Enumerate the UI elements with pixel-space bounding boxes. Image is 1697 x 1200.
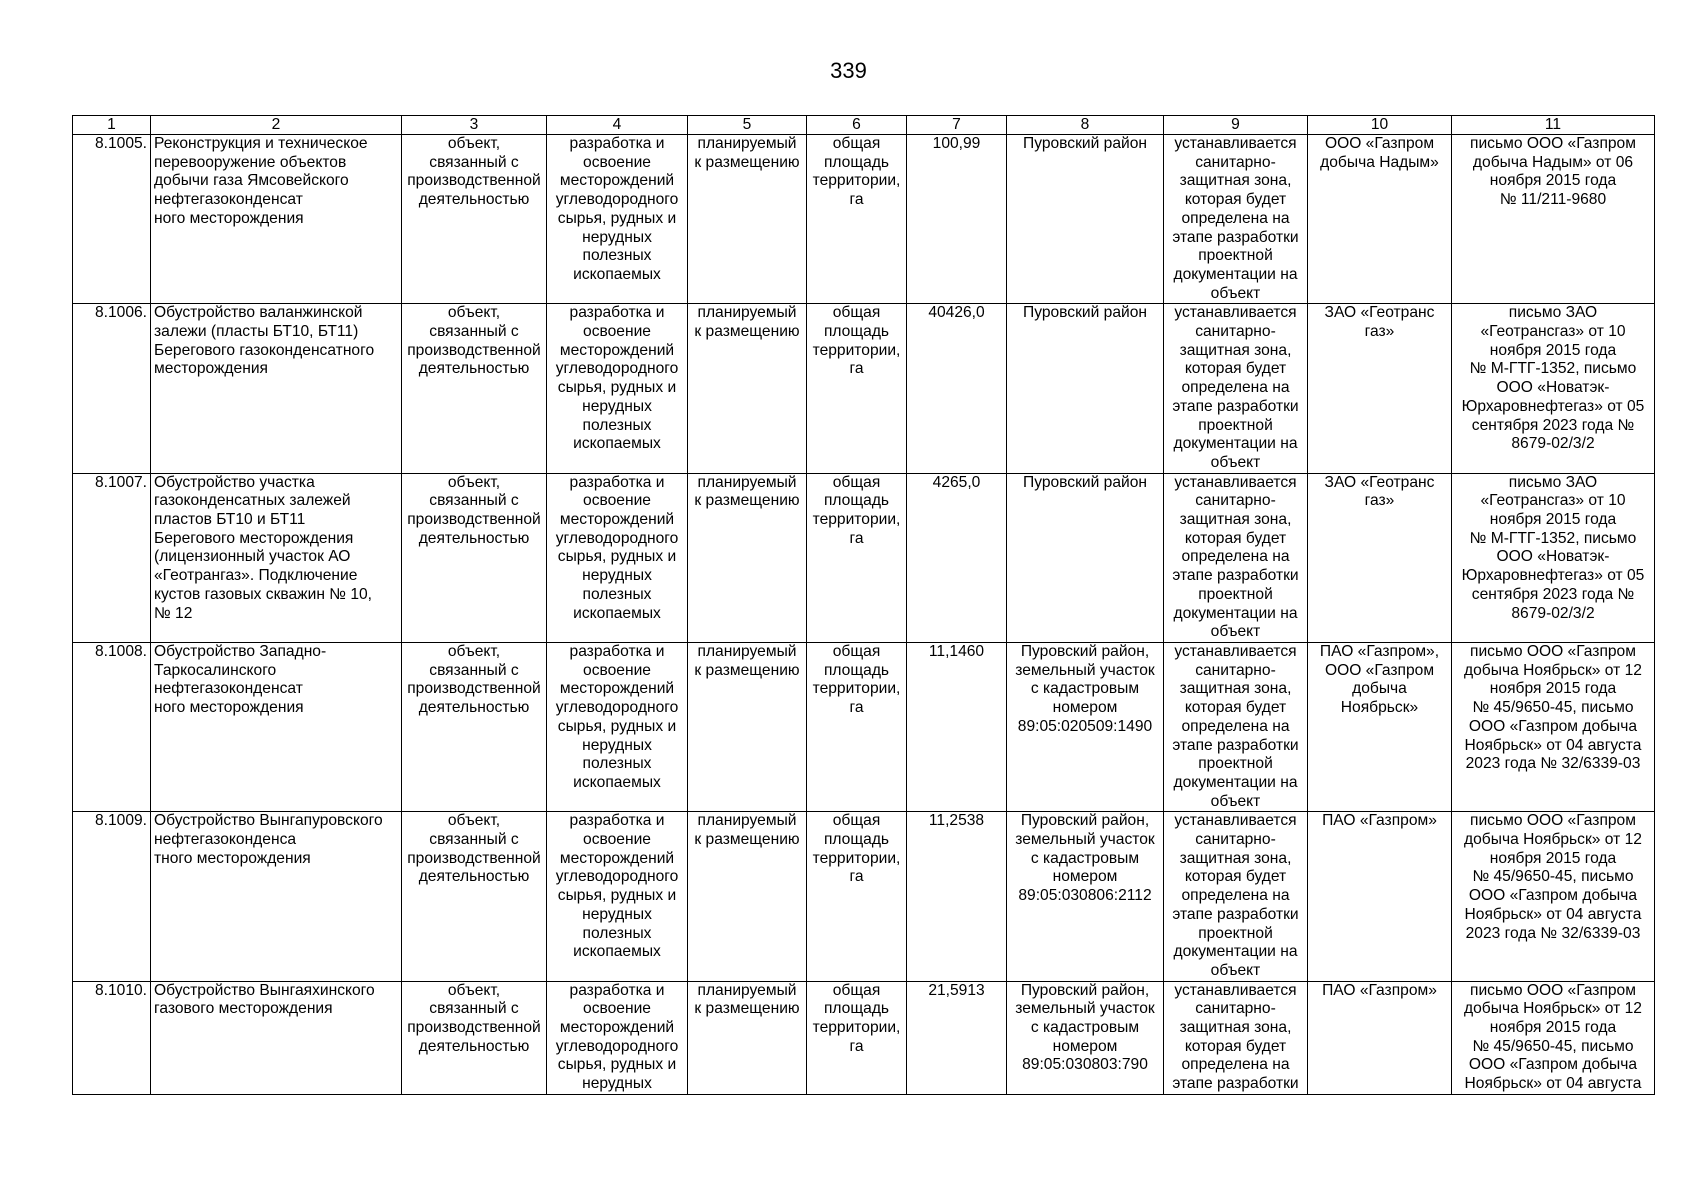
organization: ПАО «Газпром» xyxy=(1308,981,1452,1094)
object-type: объект, связанный с производственной деятельностью xyxy=(402,642,547,811)
object-status: планируемый к размещению xyxy=(688,642,807,811)
object-type: объект, связанный с производственной деятельностью xyxy=(402,135,547,304)
object-value: 40426,0 xyxy=(907,304,1007,473)
source-document: письмо ЗАО «Геотрансгаз» от 10 ноября 2015 года № М-ГТГ-1352, письмо ООО «Новатэк- Юрхаровнефтегаз» от 05 сентября 2023 года № 8679-02/3/2 xyxy=(1452,304,1655,473)
object-value: 11,2538 xyxy=(907,812,1007,981)
table-row xyxy=(73,304,1655,473)
column-header: 4 xyxy=(547,116,688,135)
object-location: Пуровский район, земельный участок с кадастровым номером 89:05:030806:2112 xyxy=(1007,812,1164,981)
object-parameter: общая площадь территории, га xyxy=(807,473,907,642)
row-id: 8.1008. xyxy=(73,642,151,811)
source-document: письмо ЗАО «Геотрансгаз» от 10 ноября 2015 года № М-ГТГ-1352, письмо ООО «Новатэк- Юрхаровнефтегаз» от 05 сентября 2023 года № 8679-02/3/2 xyxy=(1452,473,1655,642)
object-purpose: разработка и освоение месторождений углеводородного сырья, рудных и нерудных полезных ископаемых xyxy=(547,473,688,642)
object-type: объект, связанный с производственной деятельностью xyxy=(402,473,547,642)
object-purpose: разработка и освоение месторождений углеводородного сырья, рудных и нерудных полезных ископаемых xyxy=(547,812,688,981)
object-status: планируемый к размещению xyxy=(688,473,807,642)
object-status: планируемый к размещению xyxy=(688,304,807,473)
object-purpose: разработка и освоение месторождений углеводородного сырья, рудных и нерудных полезных ископаемых xyxy=(547,135,688,304)
table-header-row xyxy=(73,116,1655,135)
object-name: Обустройство Вынгапуровского нефтегазоконденса тного месторождения xyxy=(151,812,402,981)
object-location: Пуровский район, земельный участок с кадастровым номером 89:05:020509:1490 xyxy=(1007,642,1164,811)
object-status: планируемый к размещению xyxy=(688,135,807,304)
column-header: 10 xyxy=(1308,116,1452,135)
zone-description: устанавливается санитарно- защитная зона, которая будет определена на этапе разработки проектной документации на объект xyxy=(1164,304,1308,473)
column-header: 5 xyxy=(688,116,807,135)
organization: ЗАО «Геотранс газ» xyxy=(1308,304,1452,473)
object-type: объект, связанный с производственной деятельностью xyxy=(402,981,547,1094)
zone-description: устанавливается санитарно- защитная зона, которая будет определена на этапе разработки проектной документации на объект xyxy=(1164,812,1308,981)
row-id: 8.1005. xyxy=(73,135,151,304)
table-row xyxy=(73,812,1655,981)
object-value: 100,99 xyxy=(907,135,1007,304)
table-row xyxy=(73,473,1655,642)
source-document: письмо ООО «Газпром добыча Надым» от 06 ноября 2015 года № 11/211-9680 xyxy=(1452,135,1655,304)
table-row xyxy=(73,135,1655,304)
zone-description: устанавливается санитарно- защитная зона, которая будет определена на этапе разработки проектной документации на объект xyxy=(1164,642,1308,811)
object-status: планируемый к размещению xyxy=(688,812,807,981)
row-id: 8.1007. xyxy=(73,473,151,642)
source-document: письмо ООО «Газпром добыча Ноябрьск» от 12 ноября 2015 года № 45/9650-45, письмо ООО «Газпром добыча Ноябрьск» от 04 августа xyxy=(1452,981,1655,1094)
object-value: 11,1460 xyxy=(907,642,1007,811)
row-id: 8.1010. xyxy=(73,981,151,1094)
object-purpose: разработка и освоение месторождений углеводородного сырья, рудных и нерудных полезных ископаемых xyxy=(547,642,688,811)
object-name: Обустройство валанжинской залежи (пласты БТ10, БТ11) Берегового газоконденсатного месторождения xyxy=(151,304,402,473)
page-number: 339 xyxy=(830,58,867,83)
table-row xyxy=(73,981,1655,1094)
organization: ПАО «Газпром», ООО «Газпром добыча Ноябрьск» xyxy=(1308,642,1452,811)
object-location: Пуровский район xyxy=(1007,135,1164,304)
object-value: 4265,0 xyxy=(907,473,1007,642)
object-parameter: общая площадь территории, га xyxy=(807,981,907,1094)
column-header: 7 xyxy=(907,116,1007,135)
column-header: 9 xyxy=(1164,116,1308,135)
object-purpose: разработка и освоение месторождений углеводородного сырья, рудных и нерудных полезных ископаемых xyxy=(547,304,688,473)
column-header: 6 xyxy=(807,116,907,135)
organization: ООО «Газпром добыча Надым» xyxy=(1308,135,1452,304)
object-parameter: общая площадь территории, га xyxy=(807,304,907,473)
organization: ПАО «Газпром» xyxy=(1308,812,1452,981)
object-type: объект, связанный с производственной деятельностью xyxy=(402,812,547,981)
object-name: Обустройство участка газоконденсатных залежей пластов БТ10 и БТ11 Берегового месторождения (лицензионный участок АО «Геотрангаз». Подключение кустов газовых скважин № 10, № 12 xyxy=(151,473,402,642)
object-parameter: общая площадь территории, га xyxy=(807,135,907,304)
column-header: 8 xyxy=(1007,116,1164,135)
column-header: 11 xyxy=(1452,116,1655,135)
object-location: Пуровский район xyxy=(1007,304,1164,473)
data-table xyxy=(72,115,1655,1095)
object-parameter: общая площадь территории, га xyxy=(807,812,907,981)
object-location: Пуровский район xyxy=(1007,473,1164,642)
object-status: планируемый к размещению xyxy=(688,981,807,1094)
object-value: 21,5913 xyxy=(907,981,1007,1094)
object-name: Обустройство Вынгаяхинского газового месторождения xyxy=(151,981,402,1094)
zone-description: устанавливается санитарно- защитная зона, которая будет определена на этапе разработки проектной документации на объект xyxy=(1164,473,1308,642)
column-header: 3 xyxy=(402,116,547,135)
row-id: 8.1006. xyxy=(73,304,151,473)
object-type: объект, связанный с производственной деятельностью xyxy=(402,304,547,473)
column-header: 1 xyxy=(73,116,151,135)
column-header: 2 xyxy=(151,116,402,135)
object-purpose: разработка и освоение месторождений углеводородного сырья, рудных и нерудных xyxy=(547,981,688,1094)
object-name: Обустройство Западно- Таркосалинского нефтегазоконденсат ного месторождения xyxy=(151,642,402,811)
zone-description: устанавливается санитарно- защитная зона, которая будет определена на этапе разработки проектной документации на объект xyxy=(1164,135,1308,304)
source-document: письмо ООО «Газпром добыча Ноябрьск» от 12 ноября 2015 года № 45/9650-45, письмо ООО «Газпром добыча Ноябрьск» от 04 августа 2023 года № 32/6339-03 xyxy=(1452,642,1655,811)
row-id: 8.1009. xyxy=(73,812,151,981)
organization: ЗАО «Геотранс газ» xyxy=(1308,473,1452,642)
object-parameter: общая площадь территории, га xyxy=(807,642,907,811)
object-location: Пуровский район, земельный участок с кадастровым номером 89:05:030803:790 xyxy=(1007,981,1164,1094)
table-row xyxy=(73,642,1655,811)
object-name: Реконструкция и техническое перевооружение объектов добычи газа Ямсовейского нефтегазоконденсат ного месторождения xyxy=(151,135,402,304)
source-document: письмо ООО «Газпром добыча Ноябрьск» от 12 ноября 2015 года № 45/9650-45, письмо ООО «Газпром добыча Ноябрьск» от 04 августа 2023 года № 32/6339-03 xyxy=(1452,812,1655,981)
zone-description: устанавливается санитарно- защитная зона, которая будет определена на этапе разработки xyxy=(1164,981,1308,1094)
